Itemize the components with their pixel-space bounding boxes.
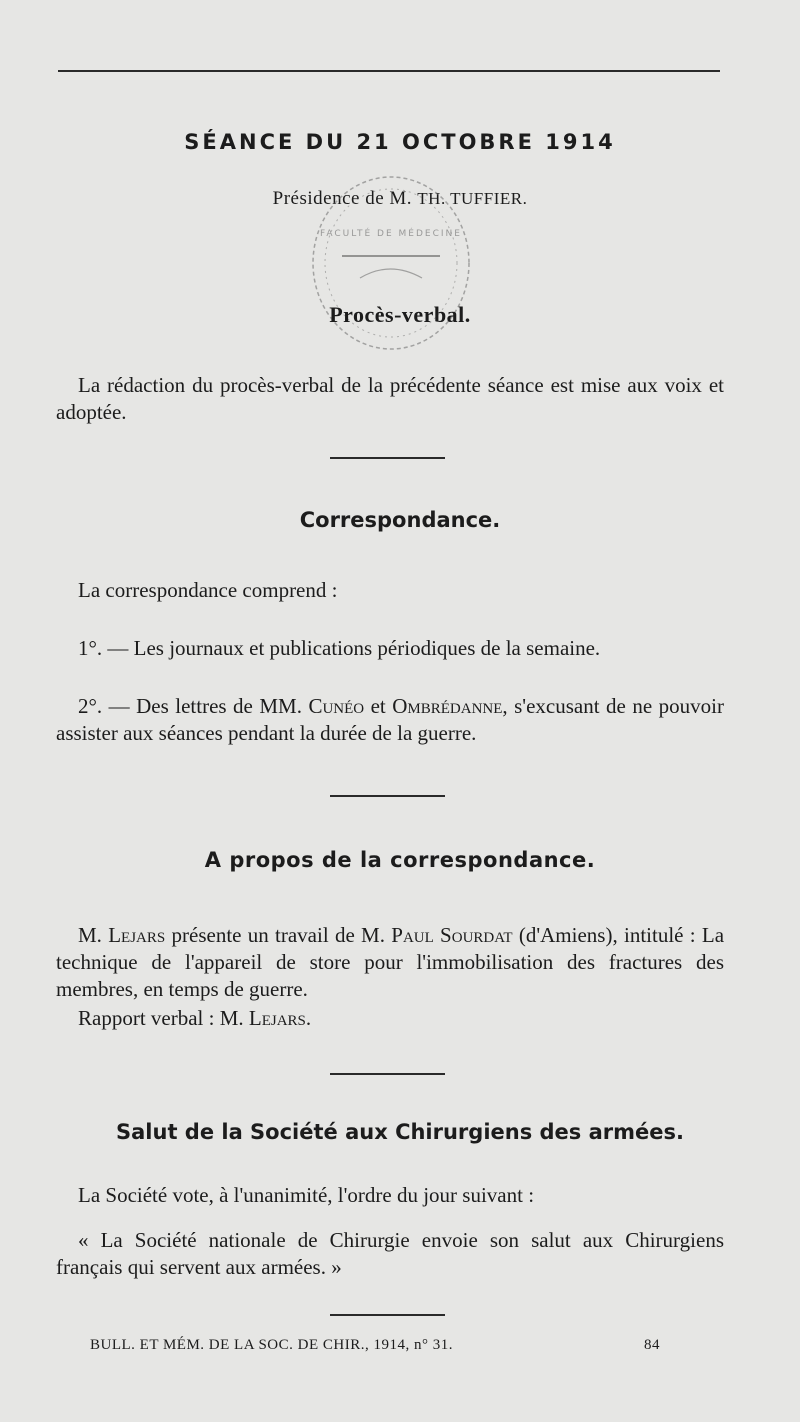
salut-heading: Salut de la Société aux Chirurgiens des armées.	[116, 1120, 684, 1144]
rapport-prefix: Rapport verbal : M.	[78, 1006, 244, 1030]
top-rule	[58, 70, 720, 72]
salut-intro: La Société vote, à l'unanimité, l'ordre du jour suivant :	[78, 1183, 535, 1207]
svg-text:FACULTÉ DE MÉDECINE: FACULTÉ DE MÉDECINE	[320, 229, 462, 239]
author-cuneo: Cunéo	[308, 694, 365, 718]
salut-quote: « La Société nationale de Chirurgie envoie son salut aux Chirurgiens français qui servent aux armées. »	[56, 1228, 724, 1279]
presidence-name: TH. TUFFIER.	[417, 189, 528, 208]
a-propos-text-1: présente un travail de M.	[171, 923, 385, 947]
correspondance-item-2	[56, 693, 724, 747]
rapport-name: Lejars.	[248, 1006, 312, 1030]
section-divider	[330, 457, 445, 459]
a-propos-text	[56, 922, 724, 1003]
footer-citation: BULL. ET MÉM. DE LA SOC. DE CHIR., 1914, n° 31.	[90, 1337, 453, 1353]
correspondance-intro: La correspondance comprend :	[78, 578, 338, 602]
proces-verbal-text: La rédaction du procès-verbal de la précédente séance est mise aux voix et adoptée.	[56, 373, 724, 424]
session-title: SÉANCE DU 21 OCTOBRE 1914	[184, 130, 616, 154]
a-propos-heading: A propos de la correspondance.	[204, 848, 596, 872]
monsieur: M.	[78, 923, 102, 947]
item2-and: et	[370, 694, 386, 718]
item2-suffix: , s'excusant de ne pouvoir assister aux séances pendant la durée de la guerre.	[56, 694, 724, 745]
footer	[90, 1337, 660, 1354]
author-sourdat: Paul Sourdat	[391, 923, 513, 947]
proces-verbal-heading: Procès-verbal.	[329, 302, 471, 327]
correspondance-item-1: 1°. — Les journaux et publications périodiques de la semaine.	[78, 636, 601, 660]
rapport-verbal	[56, 1005, 724, 1032]
item2-prefix: 2°. — Des lettres de MM.	[78, 694, 302, 718]
presidence-prefix: Présidence de M.	[272, 188, 413, 209]
presidence-line	[0, 188, 800, 210]
author-lejars: Lejars	[108, 923, 166, 947]
section-divider	[330, 795, 445, 797]
page-number: 84	[644, 1337, 660, 1353]
section-divider	[330, 1073, 445, 1075]
a-propos-text-2: (d'Amiens), intitulé : La technique de l'appareil de store pour l'immobilisation des fractures des membres, en temps de guerre.	[56, 923, 725, 1001]
correspondance-heading: Correspondance.	[299, 508, 501, 532]
author-ombredanne: Ombrédanne	[392, 694, 503, 718]
section-divider	[330, 1314, 445, 1316]
